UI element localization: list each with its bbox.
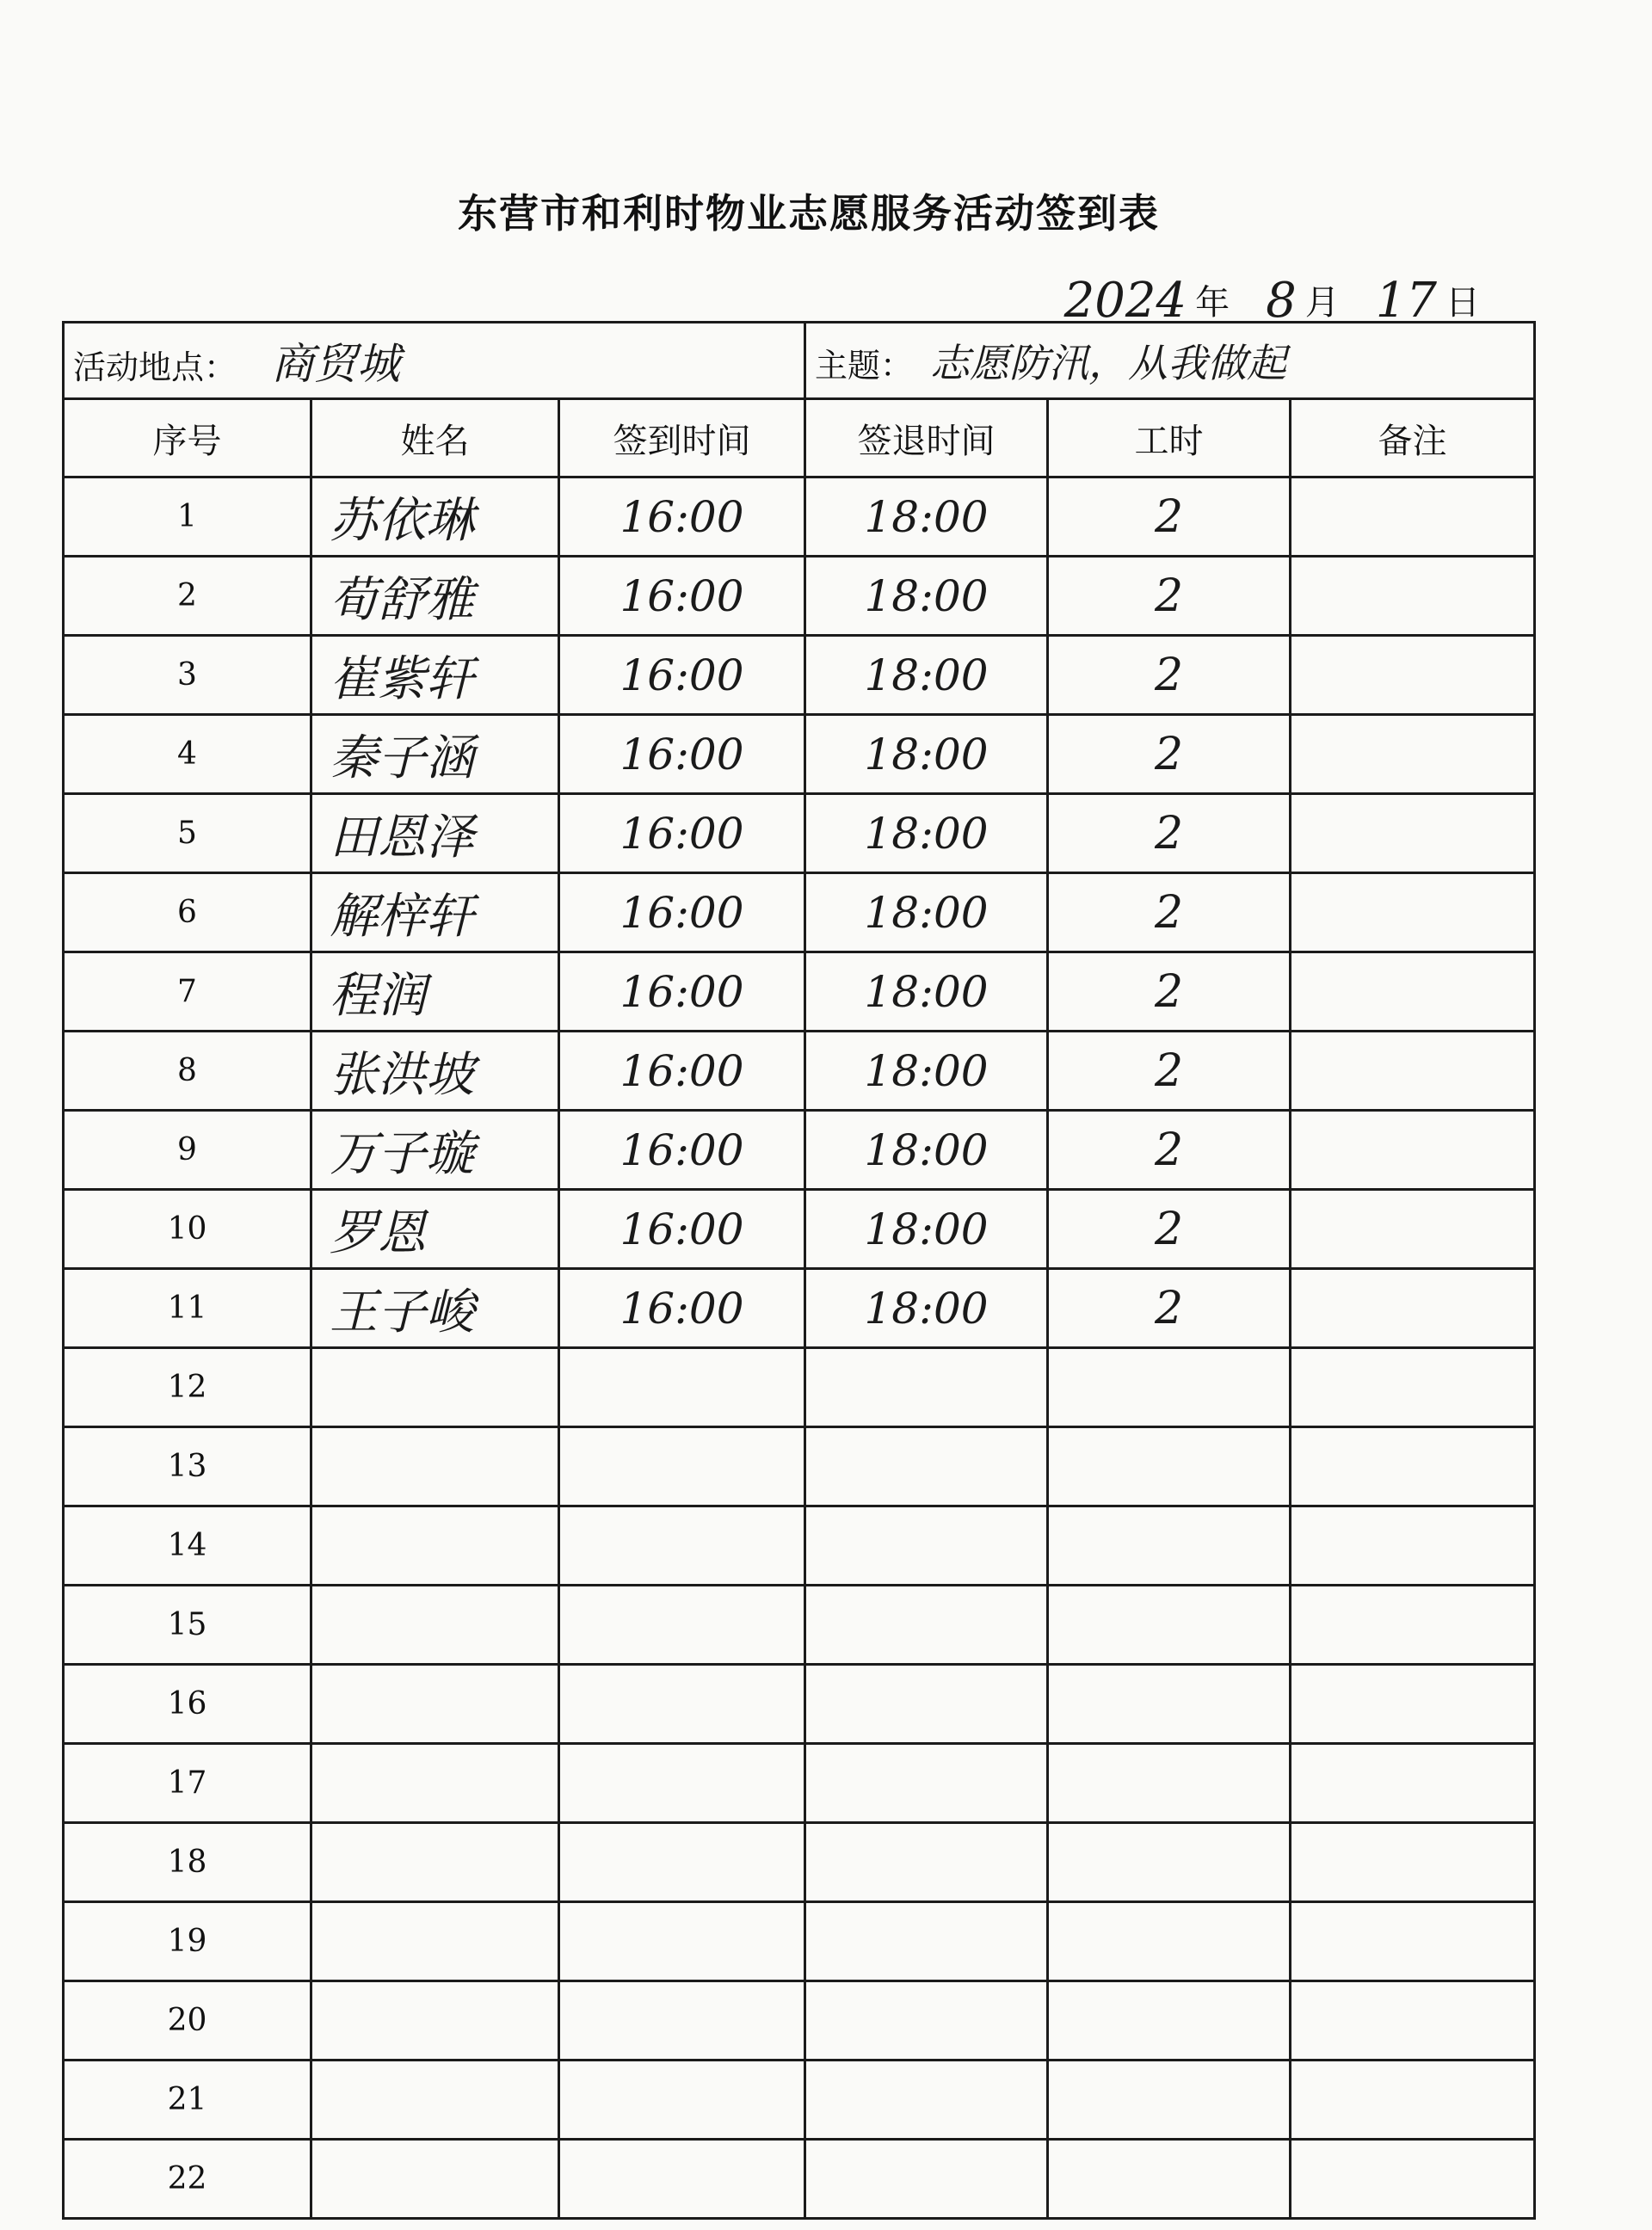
row-number-cell [64,952,311,1032]
table-row [64,1348,1535,1427]
row-name-cell [311,1269,559,1348]
row-name-cell [311,2140,559,2219]
row-number-cell [64,1269,311,1348]
row-number: 19 [167,1924,207,1959]
row-sign-in-time: 16:00 [620,1124,744,1175]
row-hours-cell [1048,2140,1291,2219]
row-number-cell [64,1190,311,1269]
row-number: 21 [167,2082,207,2117]
row-name-cell [311,1190,559,1269]
row-notes-cell [1291,1823,1535,1902]
row-notes-cell [1291,1981,1535,2061]
row-notes-cell [1291,1902,1535,1981]
row-hours: 2 [1154,570,1184,622]
row-sign-out-time-cell [805,2061,1048,2140]
row-sign-in-time-cell [559,1348,805,1427]
date-month: 8 [1266,273,1297,329]
column-header-hours: 工时 [1048,399,1291,477]
row-sign-in-time-cell [559,1665,805,1744]
row-sign-in-time-cell [559,1506,805,1586]
row-hours-cell [1048,1823,1291,1902]
row-sign-in-time-cell [559,1981,805,2061]
row-sign-out-time-cell [805,715,1048,794]
row-sign-in-time: 16:00 [620,1204,744,1254]
row-name-cell [311,1032,559,1111]
row-sign-in-time-cell [559,1427,805,1506]
row-notes-cell [1291,1665,1535,1744]
row-notes-cell [1291,477,1535,557]
row-hours: 2 [1154,1124,1184,1176]
row-hours-cell [1048,2061,1291,2140]
row-notes-cell [1291,952,1535,1032]
row-name-cell [311,952,559,1032]
row-sign-out-time-cell [805,636,1048,715]
row-name-cell [311,557,559,636]
date-year-unit: 年 [1195,283,1230,323]
row-hours-cell [1048,1111,1291,1190]
row-sign-in-time-cell [559,1190,805,1269]
table-row [64,1586,1535,1665]
row-sign-out-time: 18:00 [864,1124,989,1175]
row-hours: 2 [1154,649,1184,701]
row-notes-cell [1291,1269,1535,1348]
row-name: 万子璇 [330,1125,474,1182]
row-number-cell [64,1665,311,1744]
row-hours: 2 [1154,1282,1184,1334]
table-row [64,477,1535,557]
table-row [64,952,1535,1032]
row-notes-cell [1291,1032,1535,1111]
row-hours-cell [1048,477,1291,557]
row-number: 1 [177,499,197,534]
row-sign-out-time: 18:00 [864,491,989,542]
row-name-cell [311,1665,559,1744]
row-hours-cell [1048,1427,1291,1506]
row-name-cell [311,873,559,952]
row-number: 18 [167,1845,207,1880]
column-header-number: 序号 [64,399,311,477]
row-sign-out-time-cell [805,1427,1048,1506]
row-sign-out-time: 18:00 [864,570,989,621]
row-notes-cell [1291,2140,1535,2219]
table-row [64,1665,1535,1744]
row-sign-in-time-cell [559,1823,805,1902]
row-hours-cell [1048,557,1291,636]
row-sign-out-time: 18:00 [864,808,989,859]
row-sign-out-time-cell [805,1032,1048,1111]
row-sign-out-time-cell [805,1744,1048,1823]
row-sign-out-time-cell [805,873,1048,952]
row-name-cell [311,2061,559,2140]
row-sign-in-time-cell [559,2061,805,2140]
table-row [64,1111,1535,1190]
row-sign-in-time-cell [559,715,805,794]
table-row [64,557,1535,636]
row-sign-out-time-cell [805,1902,1048,1981]
row-sign-in-time-cell [559,952,805,1032]
row-name-cell [311,1111,559,1190]
row-sign-in-time-cell [559,636,805,715]
row-notes-cell [1291,636,1535,715]
row-number: 4 [177,736,197,772]
header-row [64,399,1535,477]
row-hours-cell [1048,1665,1291,1744]
date-month-unit: 月 [1304,283,1340,323]
row-sign-in-time-cell [559,1269,805,1348]
row-hours-cell [1048,1032,1291,1111]
row-name-cell [311,1586,559,1665]
row-sign-out-time-cell [805,1348,1048,1427]
row-notes-cell [1291,1190,1535,1269]
row-sign-out-time-cell [805,2140,1048,2219]
info-row [64,323,1535,399]
table-row [64,1269,1535,1348]
row-number: 16 [167,1686,207,1722]
row-sign-out-time: 18:00 [864,887,989,938]
table-row [64,1506,1535,1586]
location-value: 商贸城 [271,339,401,389]
row-sign-in-time: 16:00 [620,887,744,938]
date-year: 2024 [1063,273,1187,329]
table-row [64,1032,1535,1111]
row-sign-out-time-cell [805,1665,1048,1744]
row-sign-in-time: 16:00 [620,491,744,542]
row-sign-out-time: 18:00 [864,966,989,1017]
row-hours-cell [1048,1348,1291,1427]
row-number-cell [64,1823,311,1902]
date-day-unit: 日 [1446,283,1480,323]
row-hours-cell [1048,1586,1291,1665]
row-number: 22 [167,2161,207,2196]
row-sign-out-time-cell [805,1269,1048,1348]
row-notes-cell [1291,1111,1535,1190]
row-hours-cell [1048,794,1291,873]
row-hours: 2 [1154,728,1184,780]
row-hours-cell [1048,715,1291,794]
row-sign-out-time-cell [805,952,1048,1032]
row-name: 田恩泽 [330,809,474,866]
row-number: 3 [177,657,197,693]
row-sign-in-time-cell [559,794,805,873]
row-name: 荀舒雅 [330,571,474,628]
row-name-cell [311,636,559,715]
row-hours: 2 [1154,1044,1184,1097]
row-name: 张洪坡 [330,1046,474,1103]
row-number-cell [64,1744,311,1823]
row-name: 王子峻 [330,1284,474,1340]
row-number: 5 [177,816,197,851]
document-title: 东营市和利时物业志愿服务活动签到表 [458,190,1160,237]
row-sign-in-time-cell [559,1586,805,1665]
row-number-cell [64,636,311,715]
row-sign-in-time: 16:00 [620,808,744,859]
row-number-cell [64,715,311,794]
location-label: 活动地点： [73,348,237,386]
row-number: 8 [177,1053,197,1088]
row-sign-out-time-cell [805,557,1048,636]
column-header-sign-out-time: 签退时间 [805,399,1048,477]
date-line [1064,258,1480,327]
row-notes-cell [1291,1744,1535,1823]
table-row [64,1190,1535,1269]
row-number: 6 [177,895,197,930]
row-notes-cell [1291,1348,1535,1427]
row-name: 秦子涵 [330,730,474,786]
row-number-cell [64,1111,311,1190]
row-notes-cell [1291,873,1535,952]
row-sign-out-time-cell [805,1190,1048,1269]
row-notes-cell [1291,1586,1535,1665]
row-number-cell [64,1586,311,1665]
theme-cell [805,323,1535,399]
row-name-cell [311,477,559,557]
row-sign-out-time: 18:00 [864,1045,989,1096]
row-sign-in-time-cell [559,557,805,636]
row-sign-in-time: 16:00 [620,1283,744,1334]
row-hours: 2 [1154,1203,1184,1255]
row-name: 解梓轩 [330,888,474,945]
row-number: 15 [167,1607,207,1642]
row-sign-in-time: 16:00 [620,966,744,1017]
row-sign-in-time-cell [559,1032,805,1111]
row-sign-out-time-cell [805,794,1048,873]
row-hours: 2 [1154,490,1184,543]
row-number: 10 [167,1211,207,1247]
row-number-cell [64,2061,311,2140]
table-row [64,636,1535,715]
row-sign-out-time-cell [805,1111,1048,1190]
row-hours-cell [1048,952,1291,1032]
row-name-cell [311,1348,559,1427]
table-row [64,1902,1535,1981]
row-name-cell [311,1902,559,1981]
row-name-cell [311,715,559,794]
row-number-cell [64,1427,311,1506]
row-name: 罗恩 [330,1204,426,1261]
row-number-cell [64,1981,311,2061]
row-number-cell [64,2140,311,2219]
row-sign-in-time-cell [559,873,805,952]
row-sign-in-time-cell [559,1902,805,1981]
row-hours-cell [1048,873,1291,952]
row-number-cell [64,1348,311,1427]
row-sign-out-time: 18:00 [864,1283,989,1334]
row-number-cell [64,1506,311,1586]
row-sign-out-time: 18:00 [864,729,989,779]
row-hours-cell [1048,1981,1291,2061]
row-name: 程润 [330,967,426,1024]
row-sign-in-time: 16:00 [620,729,744,779]
table-row [64,794,1535,873]
row-hours: 2 [1154,886,1184,939]
row-name: 崔紫轩 [330,650,474,707]
table-row [64,2061,1535,2140]
row-number: 17 [167,1765,207,1801]
column-header-sign-in-time: 签到时间 [559,399,805,477]
table-row [64,2140,1535,2219]
column-header-name: 姓名 [311,399,559,477]
location-cell [64,323,805,399]
row-number: 20 [167,2003,207,2038]
row-name-cell [311,1981,559,2061]
row-hours-cell [1048,1902,1291,1981]
row-number-cell [64,873,311,952]
row-number: 14 [167,1528,207,1563]
row-number: 7 [177,974,197,1009]
row-number-cell [64,1032,311,1111]
row-sign-out-time-cell [805,1506,1048,1586]
row-sign-out-time: 18:00 [864,1204,989,1254]
row-sign-in-time-cell [559,1744,805,1823]
row-hours: 2 [1154,965,1184,1018]
row-notes-cell [1291,715,1535,794]
row-number-cell [64,477,311,557]
row-hours-cell [1048,1190,1291,1269]
row-number: 11 [167,1291,207,1326]
table-row [64,1427,1535,1506]
row-number: 2 [177,578,197,613]
row-notes-cell [1291,794,1535,873]
row-number: 13 [167,1449,207,1484]
date-day: 17 [1375,273,1437,329]
row-name-cell [311,1823,559,1902]
table-row [64,1823,1535,1902]
row-name-cell [311,1744,559,1823]
row-name-cell [311,794,559,873]
row-sign-in-time: 16:00 [620,650,744,700]
table-row [64,715,1535,794]
row-sign-in-time: 16:00 [620,1045,744,1096]
row-number-cell [64,1902,311,1981]
row-sign-out-time-cell [805,1586,1048,1665]
row-sign-out-time-cell [805,1981,1048,2061]
row-sign-in-time-cell [559,1111,805,1190]
row-name-cell [311,1506,559,1586]
table-row [64,873,1535,952]
row-number: 12 [167,1370,207,1405]
row-name: 苏依琳 [330,492,474,549]
attendance-table [62,321,1536,2220]
row-notes-cell [1291,557,1535,636]
table-row [64,1744,1535,1823]
row-name-cell [311,1427,559,1506]
theme-label: 主题： [815,347,914,385]
row-sign-out-time: 18:00 [864,650,989,700]
row-number-cell [64,557,311,636]
table-row [64,1981,1535,2061]
row-hours-cell [1048,1506,1291,1586]
row-sign-out-time-cell [805,1823,1048,1902]
row-sign-out-time-cell [805,477,1048,557]
row-number-cell [64,794,311,873]
row-sign-in-time-cell [559,477,805,557]
row-hours-cell [1048,636,1291,715]
row-notes-cell [1291,2061,1535,2140]
theme-value: 志愿防汛，从我做起 [930,340,1287,386]
row-number: 9 [177,1132,197,1167]
row-hours: 2 [1154,807,1184,859]
row-notes-cell [1291,1506,1535,1586]
row-sign-in-time: 16:00 [620,570,744,621]
row-hours-cell [1048,1744,1291,1823]
column-header-notes: 备注 [1291,399,1535,477]
row-sign-in-time-cell [559,2140,805,2219]
row-notes-cell [1291,1427,1535,1506]
row-hours-cell [1048,1269,1291,1348]
